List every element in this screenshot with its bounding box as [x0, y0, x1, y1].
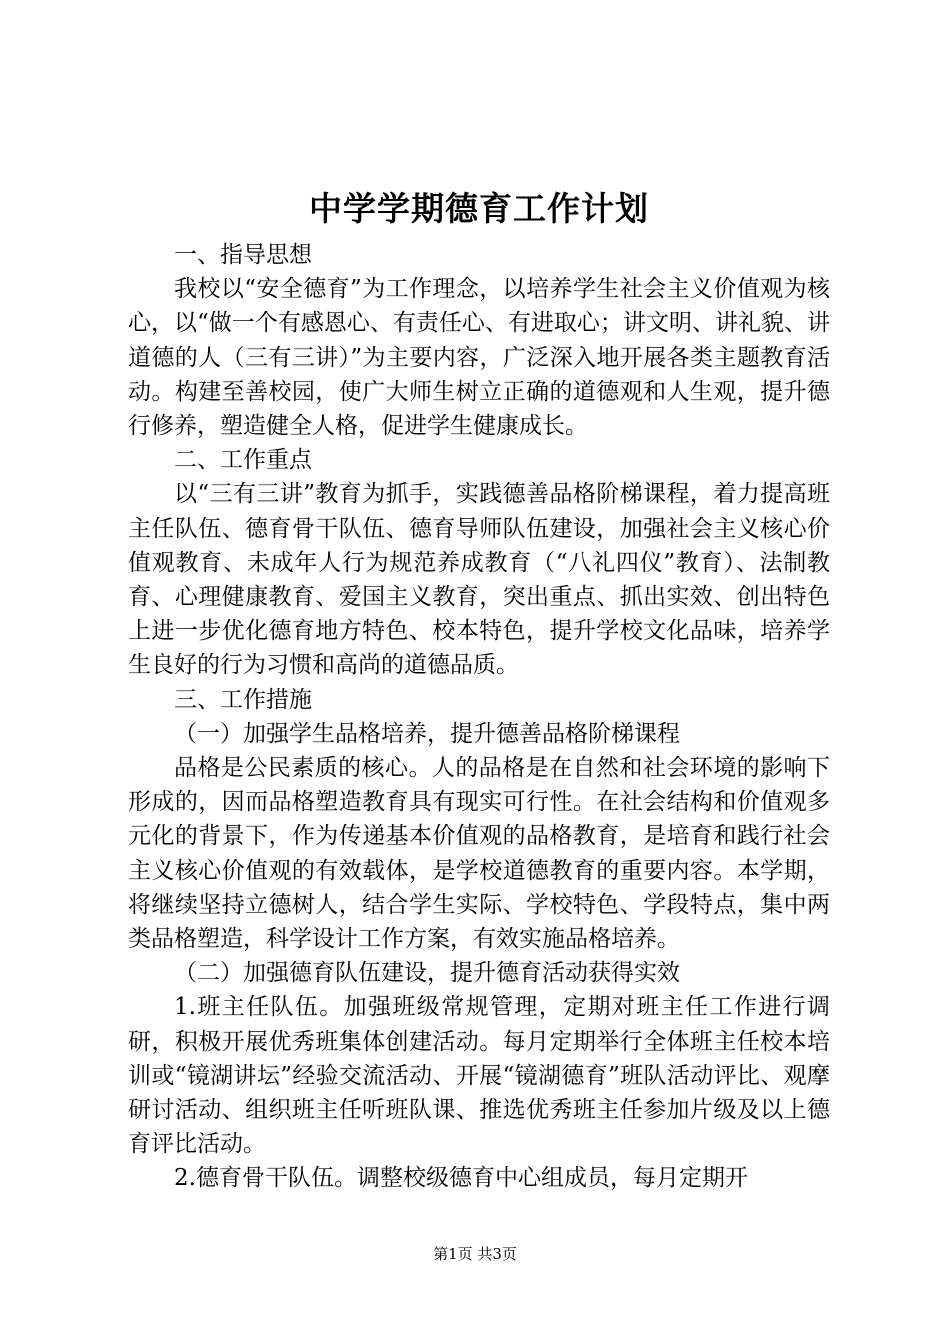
subheading-moral-team-building: （二）加强德育队伍建设，提升德育活动获得实效: [174, 960, 680, 987]
page-number-footer: 第1页 共3页: [433, 1245, 517, 1263]
paragraph-character-cultivation: 品格是公民素质的核心。人的品格是在自然和社会环境的影响下形成的，因而品格塑造教育具有现实可行性。在社会结构和价值观多元化的背景下，作为传递基本价值观的品格教育，是培育和践行社会主义核心价值观的有效载体，是学校道德教育的重要内容。本学期，将继续坚持立德树人，结合学生实际、学校特色、学段特点，集中两类品格塑造，科学设计工作方案，有效实施品格培养。: [128, 755, 830, 953]
subheading-character-cultivation: （一）加强学生品格培养，提升德善品格阶梯课程: [174, 720, 680, 747]
section-heading-work-measures: 三、工作措施: [174, 686, 312, 713]
section-heading-guiding-ideology: 一、指导思想: [174, 242, 312, 268]
paragraph-work-focus: 以“三有三讲”教育为抓手，实践德善品格阶梯课程，着力提高班主任队伍、德育骨干队伍、德育导师队伍建设，加强社会主义核心价值观教育、未成年人行为规范养成教育（“八礼四仪”教育）、法制教育、心理健康教育、爱国主义教育，突出重点、抓出实效、创出特色上进一步优化德育地方特色、校本特色，提升学校文化品味，培养学生良好的行为习惯和高尚的道德品质。: [128, 481, 830, 679]
document-title: 中学学期德育工作计划: [309, 189, 649, 228]
paragraph-head-teacher-team: 1.班主任队伍。加强班级常规管理，定期对班主任工作进行调研，积极开展优秀班集体创建活动。每月定期举行全体班主任校本培训或“镜湖讲坛”经验交流活动、开展“镜湖德育”班队活动评比、观摩研讨活动、组织班主任听班队课、推选优秀班主任参加片级及以上德育评比活动。: [128, 994, 830, 1158]
paragraph-guiding-ideology: 我校以“安全德育”为工作理念，以培养学生社会主义价值观为核心，以“做一个有感恩心、有责任心、有进取心；讲文明、讲礼貌、讲道德的人（三有三讲）”为主要内容，广泛深入地开展各类主题教育活动。构建至善校园，使广大师生树立正确的道德观和人生观，提升德行修养，塑造健全人格，促进学生健康成长。: [128, 276, 830, 440]
document-body: [128, 186, 830, 1196]
paragraph-moral-backbone-team: 2.德育骨干队伍。调整校级德育中心组成员，每月定期开: [174, 1165, 748, 1192]
section-heading-work-focus: 二、工作重点: [174, 447, 312, 474]
